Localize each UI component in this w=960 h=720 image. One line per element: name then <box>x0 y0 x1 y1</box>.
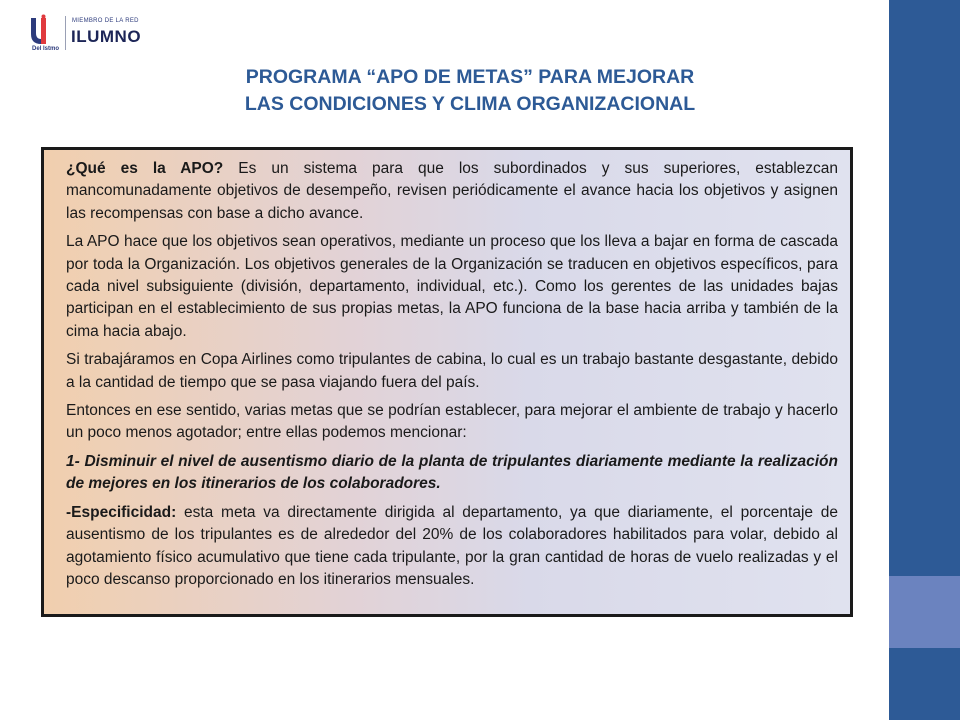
paragraph-apo-cascade: La APO hace que los objetivos sean operativos, mediante un proceso que los lleva a bajar en forma de cascada por toda la Organización. Los objetivos generales de la Organización se traducen en objetivos específicos, para cada nivel subsiguiente (división, departamento, individual, etc.). Como los gerentes de las unidades bajas participan en el establecimiento de sus propias metas, la APO funciona de la base hacia arriba y también de la cima hacia abajo. <box>66 233 838 340</box>
paragraph-specificity <box>66 502 838 592</box>
logo-subtitle: Del Istmo <box>32 46 60 52</box>
paragraph-definition <box>66 158 838 225</box>
specificity-text: esta meta va directamente dirigida al departamento, ya que diariamente, el porcentaje de ausentismo de los tripulantes es de alrededor del 20% de los colaboradores habilitados para volar, debido al agotamiento físico acumulativo que tiene cada tripulante, por la gran cantidad de horas de vuelo realizadas y el poco descanso proporcionado en los itinerarios mensuales. <box>66 503 838 588</box>
definition-lead: ¿Qué es la APO? <box>66 160 224 177</box>
paragraph-copa-airlines: Si trabajáramos en Copa Airlines como tripulantes de cabina, lo cual es un trabajo bastante desgastante, debido a la cantidad de tiempo que se pasa viajando fuera del país. <box>66 351 838 391</box>
content-text <box>66 158 838 597</box>
goal-1: 1- Disminuir el nivel de ausentismo diario de la planta de tripulantes diariamente mediante la realización de mejores en los itinerarios de los colaboradores. <box>66 452 838 493</box>
logo-name: ILUMNO <box>71 27 142 46</box>
specificity-lead: -Especificidad: <box>66 503 177 521</box>
title-line-1: PROGRAMA “APO DE METAS” PARA MEJORAR <box>245 66 695 88</box>
ilumno-logo <box>28 14 178 56</box>
paragraph-goals-intro: Entonces en ese sentido, varias metas que se podrían establecer, para mejorar el ambiente de trabajo y hacerlo un poco menos agotador; entre ellas podemos mencionar: <box>66 402 838 442</box>
definition-text: Es un sistema para que los subordinados y sus superiores, establezcan mancomunadamente objetivos de desempeño, revisen periódicamente el avance hacia los objetivos y asignen las recompensas con base a dicho avance. <box>66 160 839 222</box>
title-line-2: LAS CONDICIONES Y CLIMA ORGANIZACIONAL <box>244 93 696 115</box>
logo-tagline: MIEMBRO DE LA RED <box>72 18 139 24</box>
page-title <box>150 64 790 118</box>
content-box <box>41 147 853 617</box>
side-accent-block <box>889 576 960 648</box>
logo-divider <box>65 16 66 50</box>
